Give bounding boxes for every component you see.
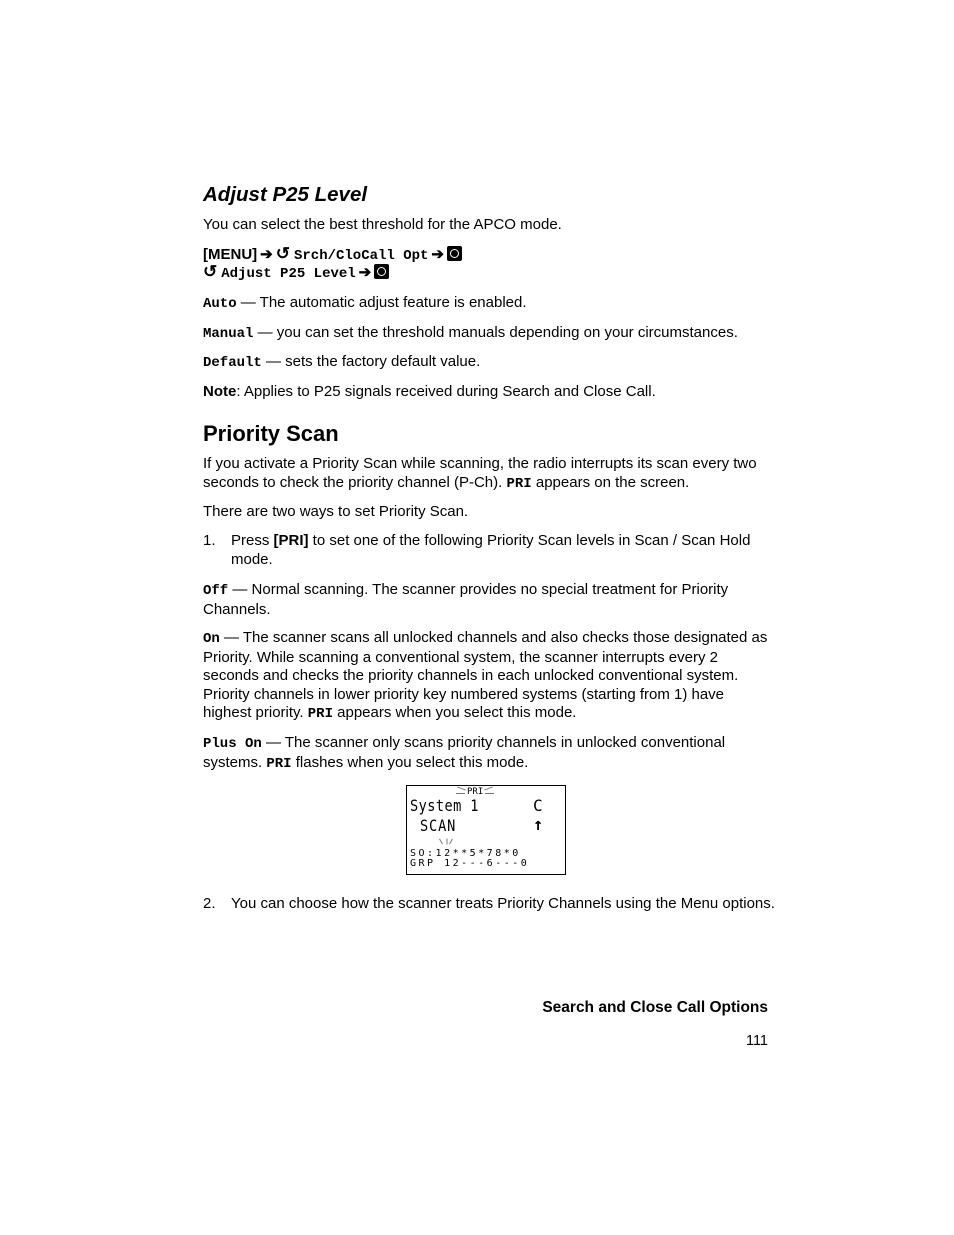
option-on: [203, 629, 773, 724]
lcd-status-line2: GRP 12---6---0: [410, 858, 530, 869]
option-desc: — The automatic adjust feature is enabled.: [236, 294, 527, 311]
flash-ray: [485, 793, 494, 794]
option-term: On: [203, 631, 220, 647]
menu-key: [MENU]: [203, 246, 258, 263]
step-number: 1.: [203, 532, 216, 549]
lcd-pri-indicator: PRI: [467, 787, 484, 797]
menu-path-line2: [203, 263, 773, 284]
option-desc: — sets the factory default value.: [261, 353, 481, 370]
flash-ray: [449, 839, 453, 845]
section-title: Priority Scan: [203, 421, 339, 446]
note-text: : Applies to P25 signals received during Search and Close Call.: [236, 383, 656, 400]
flash-ray: [484, 786, 493, 790]
knob-press-icon: [374, 264, 389, 279]
intro-text-end: appears on the screen.: [531, 473, 690, 491]
step1-after: to set one of the following Priority Scan levels in Scan / Scan Hold mode.: [231, 532, 751, 568]
pri-key: [PRI]: [273, 532, 309, 549]
arrow-right-icon: ➔: [431, 246, 444, 263]
footer-title: Search and Close Call Options: [542, 999, 768, 1016]
option-desc-end: flashes when you select this mode.: [291, 753, 529, 771]
step1-text: [231, 532, 776, 569]
section-intro: [203, 455, 773, 493]
option-desc: — The scanner scans all unlocked channels and also checks those designated as Priority. While scanning a conventional system, the scanner interrupts every 2 seconds and checks the priority channels in each unlocked conventional system. Priority channels in lower priority key numbered systems (starting from 1) have highest priority.: [203, 629, 768, 722]
rotate-icon: ↺: [203, 262, 218, 281]
pri-code: PRI: [506, 475, 532, 492]
option-desc: — Normal scanning. The scanner provides no special treatment for Priority Channels.: [203, 581, 729, 618]
option-term: Default: [203, 355, 262, 371]
lcd-c-indicator: C: [533, 796, 543, 815]
menu-step-adjust-p25: Adjust P25 Level: [221, 266, 356, 282]
arrow-right-icon: ➔: [260, 246, 273, 263]
note-label: Note: [203, 383, 237, 400]
page-number: 111: [745, 1033, 768, 1049]
pri-code: PRI: [266, 755, 292, 772]
step-number: 2.: [203, 895, 216, 912]
lcd-display: [406, 785, 566, 875]
pri-code: PRI: [307, 706, 333, 723]
option-desc: — The scanner only scans priority channels in unlocked conventional systems.: [203, 734, 726, 771]
option-auto: [203, 294, 773, 314]
flash-ray: [447, 839, 448, 845]
lcd-up-arrow-icon: ↑: [533, 815, 544, 835]
flash-ray: [439, 839, 443, 845]
intro-text: If you activate a Priority Scan while scanning, the radio interrupts its scan every two seconds to check the priority channel (P-Ch).: [203, 455, 757, 491]
arrow-right-icon: ➔: [358, 264, 372, 281]
subsection-title: Adjust P25 Level: [203, 183, 368, 206]
option-off: [203, 581, 773, 619]
lcd-status-line1: SO:12**5*78*0: [410, 848, 521, 859]
rotate-icon: ↺: [275, 244, 290, 263]
option-desc-end: appears when you select this mode.: [332, 704, 577, 722]
step2-text: You can choose how the scanner treats Priority Channels using the Menu options.: [231, 895, 775, 912]
flash-ray: [457, 786, 466, 790]
flash-ray: [456, 793, 465, 794]
option-manual: [203, 324, 773, 344]
step1-before: Press: [231, 532, 274, 549]
option-term: Off: [203, 583, 229, 599]
ways-text: There are two ways to set Priority Scan.: [203, 503, 469, 520]
knob-press-icon: [447, 246, 462, 261]
option-term: Auto: [203, 296, 237, 312]
lcd-system-name: System 1: [410, 796, 479, 815]
note: [203, 383, 773, 402]
option-plus-on: [203, 734, 773, 773]
option-term: Plus On: [203, 736, 262, 752]
subsection-intro: You can select the best threshold for the APCO mode.: [203, 216, 562, 233]
option-default: [203, 353, 773, 373]
menu-step-srch-clocall: Srch/CloCall Opt: [293, 248, 429, 264]
option-desc: — you can set the threshold manuals depending on your circumstances.: [253, 324, 738, 341]
option-term: Manual: [203, 326, 254, 342]
lcd-scan-text: SCAN: [420, 816, 457, 835]
